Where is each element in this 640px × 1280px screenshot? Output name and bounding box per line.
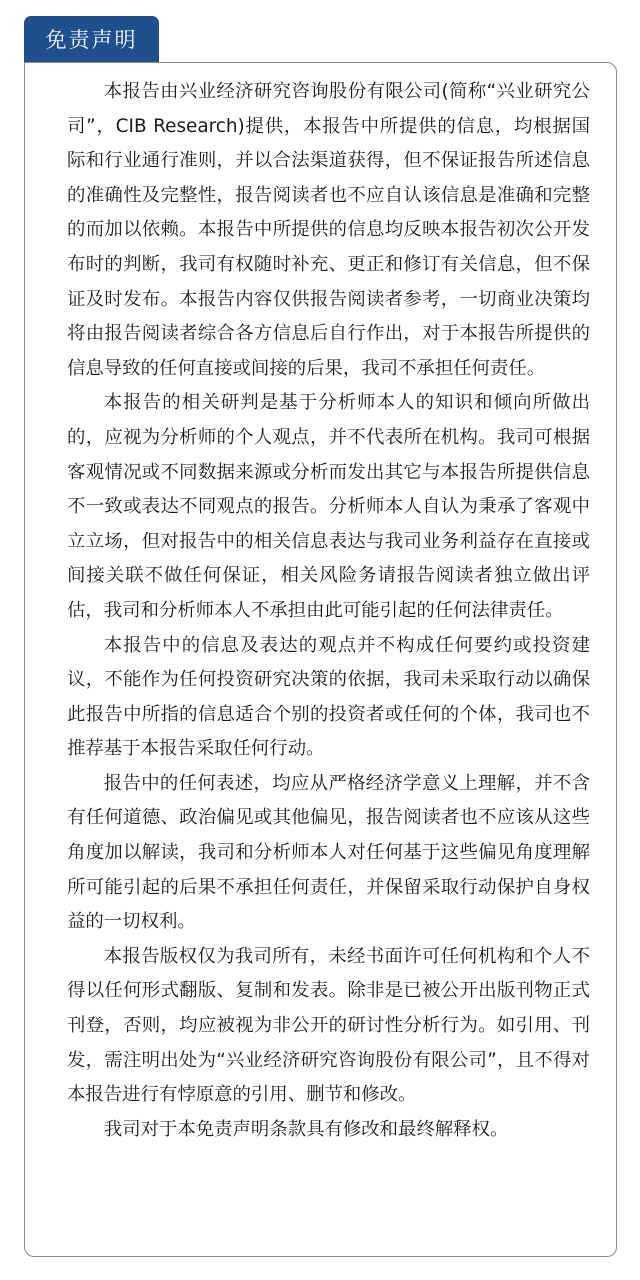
disclaimer-paragraph-2: 本报告的相关研判是基于分析师本人的知识和倾向所做出的，应视为分析师的个人观点，并不代表所在机构。我司可根据客观情况或不同数据来源或分析而发出其它与本报告所提供信息不一致或表达不同观点的报告。分析师本人自认为秉承了客观中立立场，但对报告中的相关信息表达与我司业务利益存在直接或间接关联不做任何保证，相关风险务请报告阅读者独立做出评估，我司和分析师本人不承担由此可能引起的任何法律责任。 — [67, 392, 590, 621]
disclaimer-paragraph-3: 本报告中的信息及表达的观点并不构成任何要约或投资建议，不能作为任何投资研究决策的依据，我司未采取行动以确保此报告中所指的信息适合个别的投资者或任何的个体，我司也不推荐基于本报告采取任何行动。 — [67, 634, 590, 760]
disclaimer-title: 免责声明 — [24, 16, 159, 62]
disclaimer-paragraph-1: 本报告由兴业经济研究咨询股份有限公司(简称“兴业研究公司”，CIB Research)提供，本报告中所提供的信息，均根据国际和行业通行准则，并以合法渠道获得，但不保证报告所述信息的准确性及完整性，报告阅读者也不应自认该信息是准确和完整的而加以依赖。本报告中所提供的信息均反映本报告初次公开发布时的判断，我司有权随时补充、更正和修订有关信息，但不保证及时发布。本报告内容仅供报告阅读者参考，一切商业决策均将由报告阅读者综合各方信息后自行作出，对于本报告所提供的信息导致的任何直接或间接的后果，我司不承担任何责任。 — [67, 81, 590, 379]
disclaimer-paragraph-6: 我司对于本免责声明条款具有修改和最终解释权。 — [103, 1118, 509, 1140]
disclaimer-panel — [24, 62, 617, 1257]
disclaimer-paragraph-5: 本报告版权仅为我司所有，未经书面许可任何机构和个人不得以任何形式翻版、复制和发表。除非是已被公开出版刊物正式刊登，否则，均应被视为非公开的研讨性分析行为。如引用、刊发，需注明出处为“兴业经济研究咨询股份有限公司”，且不得对本报告进行有悖原意的引用、删节和修改。 — [67, 945, 590, 1106]
disclaimer-paragraph-4: 报告中的任何表述，均应从严格经济学意义上理解，并不含有任何道德、政治偏见或其他偏见，报告阅读者也不应该从这些角度加以解读，我司和分析师本人对任何基于这些偏见角度理解所可能引起的后果不承担任何责任，并保留采取行动保护自身权益的一切权利。 — [67, 772, 590, 933]
